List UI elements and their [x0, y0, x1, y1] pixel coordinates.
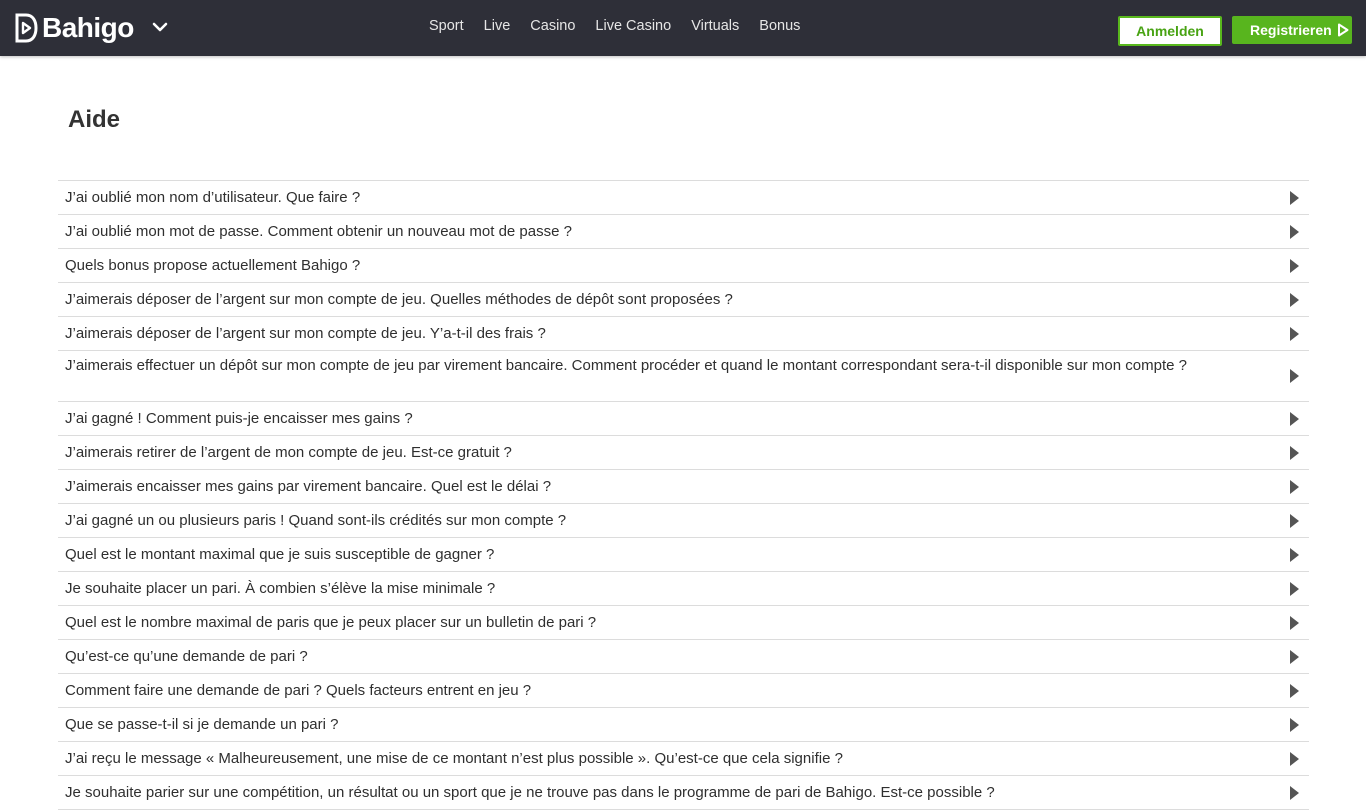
faq-question: Quel est le nombre maximal de paris que je peux placer sur un bulletin de pari ? — [65, 614, 597, 631]
faq-question: J’aimerais déposer de l’argent sur mon compte de jeu. Y’a-t-il des frais ? — [65, 325, 546, 342]
faq-item[interactable] — [58, 504, 1309, 538]
register-label: Registrieren — [1250, 22, 1332, 38]
faq-item[interactable] — [58, 572, 1309, 606]
faq-list — [58, 180, 1309, 810]
caret-right-icon — [1290, 718, 1299, 732]
faq-question: J’aimerais déposer de l’argent sur mon compte de jeu. Quelles méthodes de dépôt sont proposées ? — [65, 291, 733, 308]
faq-question: J’aimerais encaisser mes gains par virement bancaire. Quel est le délai ? — [65, 478, 552, 495]
faq-question: Je souhaite placer un pari. À combien s’élève la mise minimale ? — [65, 580, 496, 597]
caret-right-icon — [1290, 293, 1299, 307]
nav-live[interactable]: Live — [483, 18, 511, 34]
play-icon — [1337, 23, 1349, 37]
faq-item[interactable] — [58, 470, 1309, 504]
logo[interactable] — [14, 13, 134, 43]
faq-item[interactable] — [58, 215, 1309, 249]
faq-item[interactable] — [58, 708, 1309, 742]
faq-question: J’ai gagné un ou plusieurs paris ! Quand sont-ils crédités sur mon compte ? — [65, 512, 567, 529]
caret-right-icon — [1290, 327, 1299, 341]
faq-question: J’aimerais retirer de l’argent de mon compte de jeu. Est-ce gratuit ? — [65, 444, 512, 461]
page-title: Aide — [68, 106, 121, 133]
faq-item[interactable] — [58, 317, 1309, 351]
faq-question: J’ai oublié mon nom d’utilisateur. Que faire ? — [65, 189, 361, 206]
nav-live-casino[interactable]: Live Casino — [595, 18, 672, 34]
caret-right-icon — [1290, 446, 1299, 460]
faq-item[interactable] — [58, 249, 1309, 283]
nav-bonus[interactable]: Bonus — [759, 18, 801, 34]
caret-right-icon — [1290, 412, 1299, 426]
caret-right-icon — [1290, 582, 1299, 596]
register-button[interactable] — [1232, 16, 1352, 44]
faq-question: J’ai reçu le message « Malheureusement, une mise de ce montant n’est plus possible ». Qu’est-ce que cela signifie ? — [65, 750, 843, 767]
caret-right-icon — [1290, 225, 1299, 239]
faq-item[interactable] — [58, 283, 1309, 317]
faq-item[interactable] — [58, 674, 1309, 708]
faq-question: Je souhaite parier sur une compétition, un résultat ou un sport que je ne trouve pas dans le programme de pari de Bahigo. Est-ce possible ? — [65, 784, 995, 801]
nav-virtuals[interactable]: Virtuals — [691, 18, 740, 34]
logo-play-icon — [14, 13, 38, 43]
faq-item[interactable] — [58, 351, 1309, 402]
caret-right-icon — [1290, 514, 1299, 528]
nav-casino[interactable]: Casino — [530, 18, 576, 34]
caret-right-icon — [1290, 752, 1299, 766]
caret-right-icon — [1290, 650, 1299, 664]
faq-item[interactable] — [58, 402, 1309, 436]
top-bar — [0, 0, 1366, 56]
faq-item[interactable] — [58, 742, 1309, 776]
faq-question: J’ai oublié mon mot de passe. Comment obtenir un nouveau mot de passe ? — [65, 223, 572, 240]
main-nav — [429, 17, 820, 35]
caret-right-icon — [1290, 684, 1299, 698]
caret-right-icon — [1290, 786, 1299, 800]
caret-right-icon — [1290, 480, 1299, 494]
caret-right-icon — [1290, 616, 1299, 630]
logo-text: Bahigo — [42, 12, 134, 43]
nav-sport[interactable]: Sport — [429, 18, 464, 34]
faq-item[interactable] — [58, 776, 1309, 810]
caret-right-icon — [1290, 369, 1299, 383]
faq-item[interactable] — [58, 640, 1309, 674]
faq-item[interactable] — [58, 181, 1309, 215]
login-button[interactable]: Anmelden — [1118, 16, 1222, 46]
faq-item[interactable] — [58, 538, 1309, 572]
faq-item[interactable] — [58, 436, 1309, 470]
faq-question: J’aimerais effectuer un dépôt sur mon compte de jeu par virement bancaire. Comment procéder et quand le montant correspondant sera-t-il disponible sur mon compte ? — [65, 357, 1187, 374]
faq-question: Quel est le montant maximal que je suis susceptible de gagner ? — [65, 546, 495, 563]
caret-right-icon — [1290, 259, 1299, 273]
chevron-down-icon[interactable] — [150, 17, 170, 37]
faq-item[interactable] — [58, 606, 1309, 640]
caret-right-icon — [1290, 548, 1299, 562]
faq-question: Quels bonus propose actuellement Bahigo ? — [65, 257, 361, 274]
faq-question: Comment faire une demande de pari ? Quels facteurs entrent en jeu ? — [65, 682, 532, 699]
faq-question: Que se passe-t-il si je demande un pari ? — [65, 716, 339, 733]
faq-question: J’ai gagné ! Comment puis-je encaisser mes gains ? — [65, 410, 413, 427]
caret-right-icon — [1290, 191, 1299, 205]
faq-question: Qu’est-ce qu’une demande de pari ? — [65, 648, 308, 665]
